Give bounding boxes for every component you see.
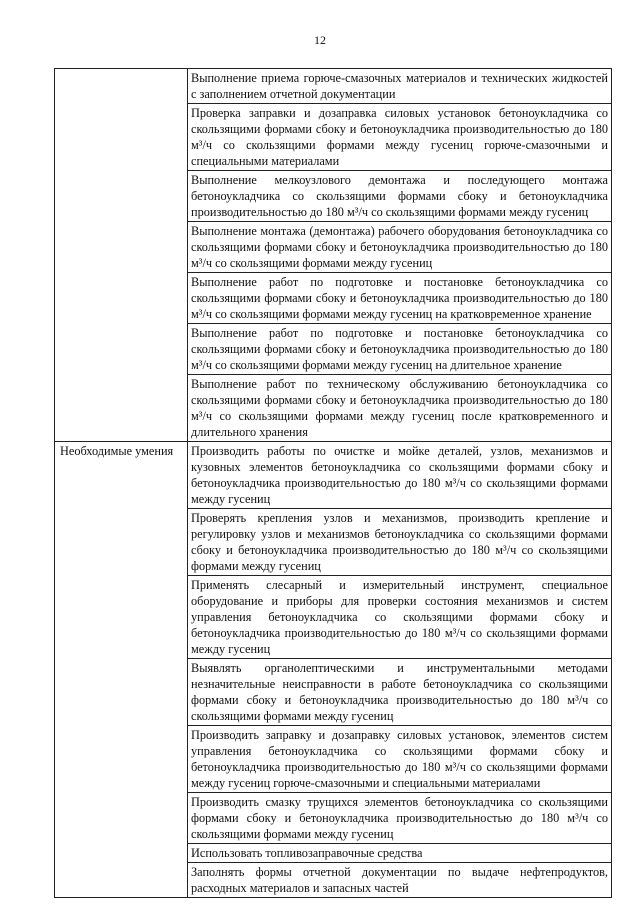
item-text: Применять слесарный и измерительный инструмент, специальное оборудование и приборы для проверки состояния механизмов и систем управления бетоноукладчика со скользящими формами сбоку и бетоноукладчика производительностью до 180 м³/ч со скользящими формами между гусениц [191, 578, 608, 656]
item-cell [188, 659, 612, 726]
section-label-cell [55, 442, 188, 898]
section-label-cell [55, 69, 188, 442]
item-cell [188, 324, 612, 375]
item-text: Использовать топливозаправочные средства [191, 846, 423, 860]
table-row [55, 69, 612, 104]
item-text: Выполнение работ по подготовке и постановке бетоноукладчика со скользящими формами сбоку и бетоноукладчика производительностью до 180 м³/ч со скользящими формами между гусениц на длительное хранение [191, 326, 608, 372]
item-cell [188, 793, 612, 844]
section-label: Необходимые умения [60, 444, 174, 458]
item-cell [188, 171, 612, 222]
item-cell [188, 375, 612, 442]
requirements-table [54, 68, 612, 898]
item-cell [188, 844, 612, 863]
item-cell [188, 726, 612, 793]
item-text: Выполнение работ по подготовке и постановке бетоноукладчика со скользящими формами сбоку и бетоноукладчика производительностью до 180 м³/ч со скользящими формами между гусениц на кратковременное хранение [191, 275, 608, 321]
item-cell [188, 104, 612, 171]
item-text: Выполнение приема горюче-смазочных материалов и технических жидкостей с заполнением отчетной документации [191, 71, 608, 101]
item-cell [188, 69, 612, 104]
item-cell [188, 222, 612, 273]
item-cell [188, 442, 612, 509]
item-text: Выполнение мелкоузлового демонтажа и последующего монтажа бетоноукладчика со скользящими формами сбоку и бетоноукладчика производительностью до 180 м³/ч со скользящими формами между гусениц [191, 173, 608, 219]
item-text: Производить смазку трущихся элементов бетоноукладчика со скользящими формами сбоку и бетоноукладчика производительностью до 180 м³/ч со скользящими формами между гусениц [191, 795, 608, 841]
item-text: Производить работы по очистке и мойке деталей, узлов, механизмов и кузовных элементов бетоноукладчика со скользящими формами сбоку и бетоноукладчика производительностью до 180 м³/ч со скользящими формами между гусениц [191, 444, 608, 506]
item-text: Выявлять органолептическими и инструментальными методами незначительные неисправности в работе бетоноукладчика со скользящими формами сбоку и бетоноукладчика производительностью до 180 м³/ч со скользящими формами между гусениц [191, 661, 608, 723]
item-cell [188, 509, 612, 576]
item-cell [188, 863, 612, 898]
item-cell [188, 273, 612, 324]
item-text: Выполнение монтажа (демонтажа) рабочего оборудования бетоноукладчика со скользящими формами сбоку и бетоноукладчика производительностью до 180 м³/ч со скользящими формами между гусениц [191, 224, 608, 270]
page-number: 12 [314, 33, 326, 47]
item-text: Проверять крепления узлов и механизмов, производить крепление и регулировку узлов и механизмов бетоноукладчика со скользящими формами сбоку и бетоноукладчика производительностью до 180 м³/ч со скользящими формами между гусениц [191, 511, 608, 573]
item-text: Заполнять формы отчетной документации по выдаче нефтепродуктов, расходных материалов и запасных частей [191, 865, 608, 895]
item-text: Проверка заправки и дозаправка силовых установок бетоноукладчика со скользящими формами сбоку и бетоноукладчика производительностью до 180 м³/ч со скользящими формами между гусениц горюче-смазочными и специальными материалами [191, 106, 608, 168]
item-cell [188, 576, 612, 659]
table-row [55, 442, 612, 509]
item-text: Выполнение работ по техническому обслуживанию бетоноукладчика со скользящими формами сбоку и бетоноукладчика производительностью до 180 м³/ч со скользящими формами между гусениц после кратковременного и длительного хранения [191, 377, 608, 439]
item-text: Производить заправку и дозаправку силовых установок, элементов систем управления бетоноукладчика со скользящими формами сбоку и бетоноукладчика производительностью до 180 м³/ч со скользящими формами между гусениц горюче-смазочными и специальными материалами [191, 728, 608, 790]
